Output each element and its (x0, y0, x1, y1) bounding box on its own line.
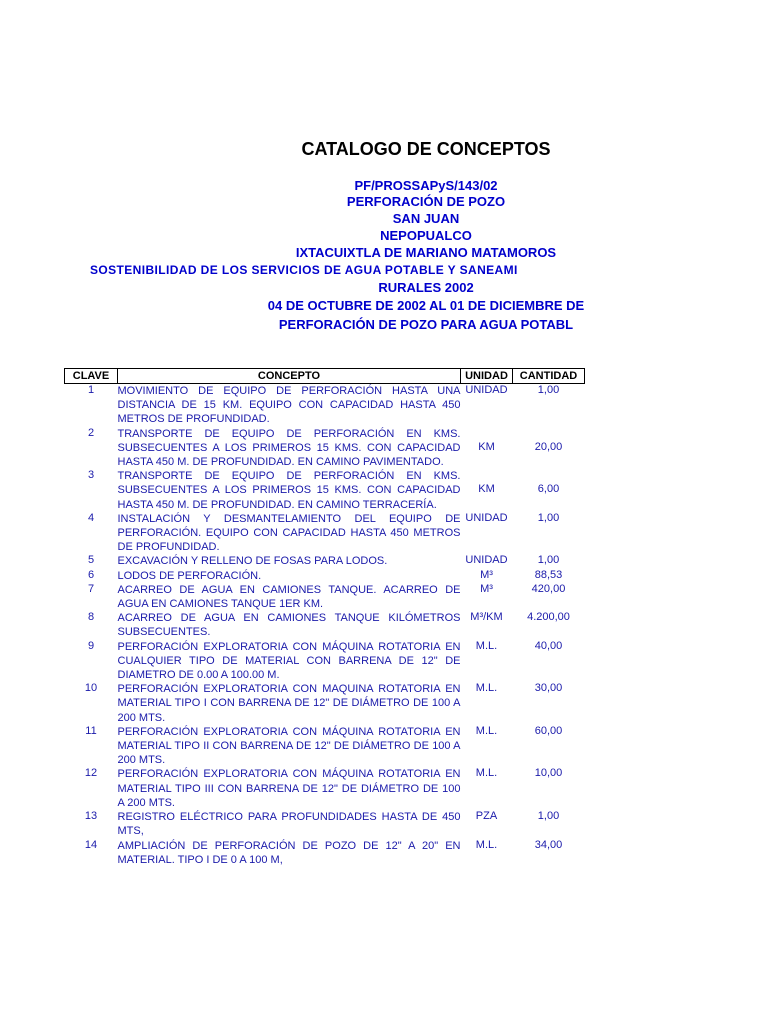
cell-unidad: KM (478, 483, 495, 496)
cell-unidad: UNIDAD (465, 511, 508, 524)
cell-cantidad: 4.200,00 (527, 611, 570, 624)
header-cantidad: CANTIDAD (513, 369, 585, 384)
cell-cantidad: 1,00 (537, 384, 560, 396)
cell-unidad: M.L. (475, 639, 498, 652)
cell-cantidad: 1,00 (537, 511, 560, 524)
table-row (65, 583, 585, 611)
cell-cantidad: 1,00 (537, 810, 560, 823)
cell-unidad: M.L. (475, 838, 498, 851)
cell-unidad: UNIDAD (465, 384, 508, 396)
cell-clave: 9 (87, 639, 95, 652)
cell-cantidad: 6,00 (537, 483, 560, 496)
cell-unidad: M.L. (475, 724, 498, 737)
cell-concepto: LODOS DE PERFORACIÓN. (117, 569, 262, 582)
cell-concepto: PERFORACIÓN EXPLORATORIA CON MAQUINA ROTATORIA EN MATERIAL TIPO I CON BARRENA DE 12" DE DIÁMETRO DE 100 A 200 MTS. (117, 683, 461, 724)
cell-concepto: MOVIMIENTO DE EQUIPO DE PERFORACIÓN HASTA UNA DISTANCIA DE 15 KM. EQUIPO CON CAPACIDAD HASTA 450 METROS DE PROFUNDIDAD. (117, 385, 461, 426)
table-row (65, 611, 585, 639)
cell-clave: 12 (84, 767, 98, 780)
table-row (65, 682, 585, 725)
table-row (65, 839, 585, 867)
cell-clave: 7 (87, 582, 95, 595)
table-row (65, 767, 585, 810)
table-row (65, 810, 585, 838)
table-row (65, 427, 585, 470)
project-locality: SAN JUAN (392, 211, 460, 226)
cell-clave: 10 (84, 682, 98, 695)
cell-cantidad: 1,00 (537, 554, 560, 567)
project-municipality: NEPOPUALCO (380, 228, 472, 243)
cell-unidad: M.L. (475, 767, 498, 780)
cell-unidad: M³ (480, 582, 493, 595)
cell-concepto: PERFORACIÓN EXPLORATORIA CON MÁQUINA ROTATORIA EN MATERIAL TIPO II CON BARRENA DE 12" DE DIÁMETRO DE 100 A 200 MTS. (117, 725, 461, 767)
cell-cantidad: 34,00 (534, 838, 563, 851)
cell-cantidad: 40,00 (534, 639, 563, 652)
cell-clave: 13 (84, 810, 98, 823)
cell-cantidad: 10,00 (534, 767, 563, 780)
project-work-type: PERFORACIÓN DE POZO (346, 194, 506, 209)
cell-clave: 6 (87, 568, 95, 581)
cell-clave: 5 (87, 554, 95, 567)
cell-concepto: AMPLIACIÓN DE PERFORACIÓN DE POZO DE 12" A 20" EN MATERIAL. TIPO I DE 0 A 100 M, (117, 839, 461, 866)
program-name-line1: SOSTENIBILIDAD DE LOS SERVICIOS DE AGUA POTABLE Y SANEAMI (90, 263, 518, 277)
cell-concepto: ACARREO DE AGUA EN CAMIONES TANQUE. ACARREO DE AGUA EN CAMIONES TANQUE 1ER KM. (117, 583, 461, 611)
cell-clave: 8 (87, 611, 95, 624)
concepts-table (64, 368, 585, 867)
cell-clave: 3 (87, 469, 95, 482)
header-concepto: CONCEPTO (118, 369, 461, 384)
program-name-line2: RURALES 2002 (378, 280, 474, 295)
cell-cantidad: 60,00 (534, 724, 563, 737)
cell-concepto: PERFORACIÓN EXPLORATORIA CON MÁQUINA ROTATORIA EN CUALQUIER TIPO DE MATERIAL CON BARRENA DE 12" DE DIAMETRO DE 0.00 A 100.00 M. (117, 640, 461, 682)
cell-concepto: INSTALACIÓN Y DESMANTELAMIENTO DEL EQUIPO DE PERFORACIÓN. EQUIPO CON CAPACIDAD HASTA 450 METROS DE PROFUNDIDAD. (117, 512, 461, 554)
table-row (65, 725, 585, 768)
cell-concepto: REGISTRO ELÉCTRICO PARA PROFUNDIDADES HASTA DE 450 MTS, (117, 811, 461, 838)
table-row (65, 384, 585, 427)
table-header-row (65, 369, 585, 384)
cell-unidad: M.L. (475, 682, 498, 695)
header-unidad: UNIDAD (461, 369, 513, 384)
cell-concepto: TRANSPORTE DE EQUIPO DE PERFORACIÓN EN KMS. SUBSECUENTES A LOS PRIMEROS 15 KMS. CON CAPACIDAD HASTA 450 M. DE PROFUNDIDAD. EN CAMINO TERRACERÍA. (117, 470, 461, 511)
table-row (65, 512, 585, 555)
project-period: 04 DE OCTUBRE DE 2002 AL 01 DE DICIEMBRE DE (267, 298, 585, 313)
project-code: PF/PROSSAPyS/143/02 (354, 178, 498, 193)
cell-cantidad: 30,00 (534, 682, 563, 695)
cell-unidad: UNIDAD (465, 554, 508, 567)
cell-unidad: PZA (475, 810, 498, 823)
project-description: PERFORACIÓN DE POZO PARA AGUA POTABL (278, 317, 574, 332)
table-row (65, 554, 585, 568)
document-title: CATALOGO DE CONCEPTOS (301, 139, 551, 159)
cell-unidad: M³ (480, 568, 493, 581)
cell-concepto: TRANSPORTE DE EQUIPO DE PERFORACIÓN EN KMS. SUBSECUENTES A LOS PRIMEROS 15 KMS. CON CAPACIDAD HASTA 450 M. DE PROFUNDIDAD. EN CAMINO PAVIMENTADO. (117, 427, 461, 469)
cell-unidad: M³/KM (470, 611, 503, 624)
cell-clave: 14 (84, 838, 98, 851)
cell-concepto: PERFORACIÓN EXPLORATORIA CON MÁQUINA ROTATORIA EN MATERIAL TIPO III CON BARRENA DE 12" DE DIÁMETRO DE 100 A 200 MTS. (117, 768, 461, 809)
cell-concepto: ACARREO DE AGUA EN CAMIONES TANQUE KILÓMETROS SUBSECUENTES. (117, 612, 461, 639)
cell-clave: 2 (87, 426, 95, 439)
project-region: IXTACUIXTLA DE MARIANO MATAMOROS (295, 245, 557, 260)
header-clave: CLAVE (65, 369, 118, 384)
cell-cantidad: 20,00 (534, 440, 563, 453)
cell-clave: 11 (85, 724, 97, 737)
cell-clave: 1 (87, 384, 95, 396)
cell-clave: 4 (87, 511, 95, 524)
cell-concepto: EXCAVACIÓN Y RELLENO DE FOSAS PARA LODOS. (117, 555, 388, 568)
table-row (65, 640, 585, 683)
table-body (65, 384, 585, 867)
table-row (65, 469, 585, 512)
cell-cantidad: 420,00 (531, 582, 566, 595)
cell-cantidad: 88,53 (534, 568, 563, 581)
cell-unidad: KM (478, 440, 495, 453)
table-row (65, 569, 585, 583)
